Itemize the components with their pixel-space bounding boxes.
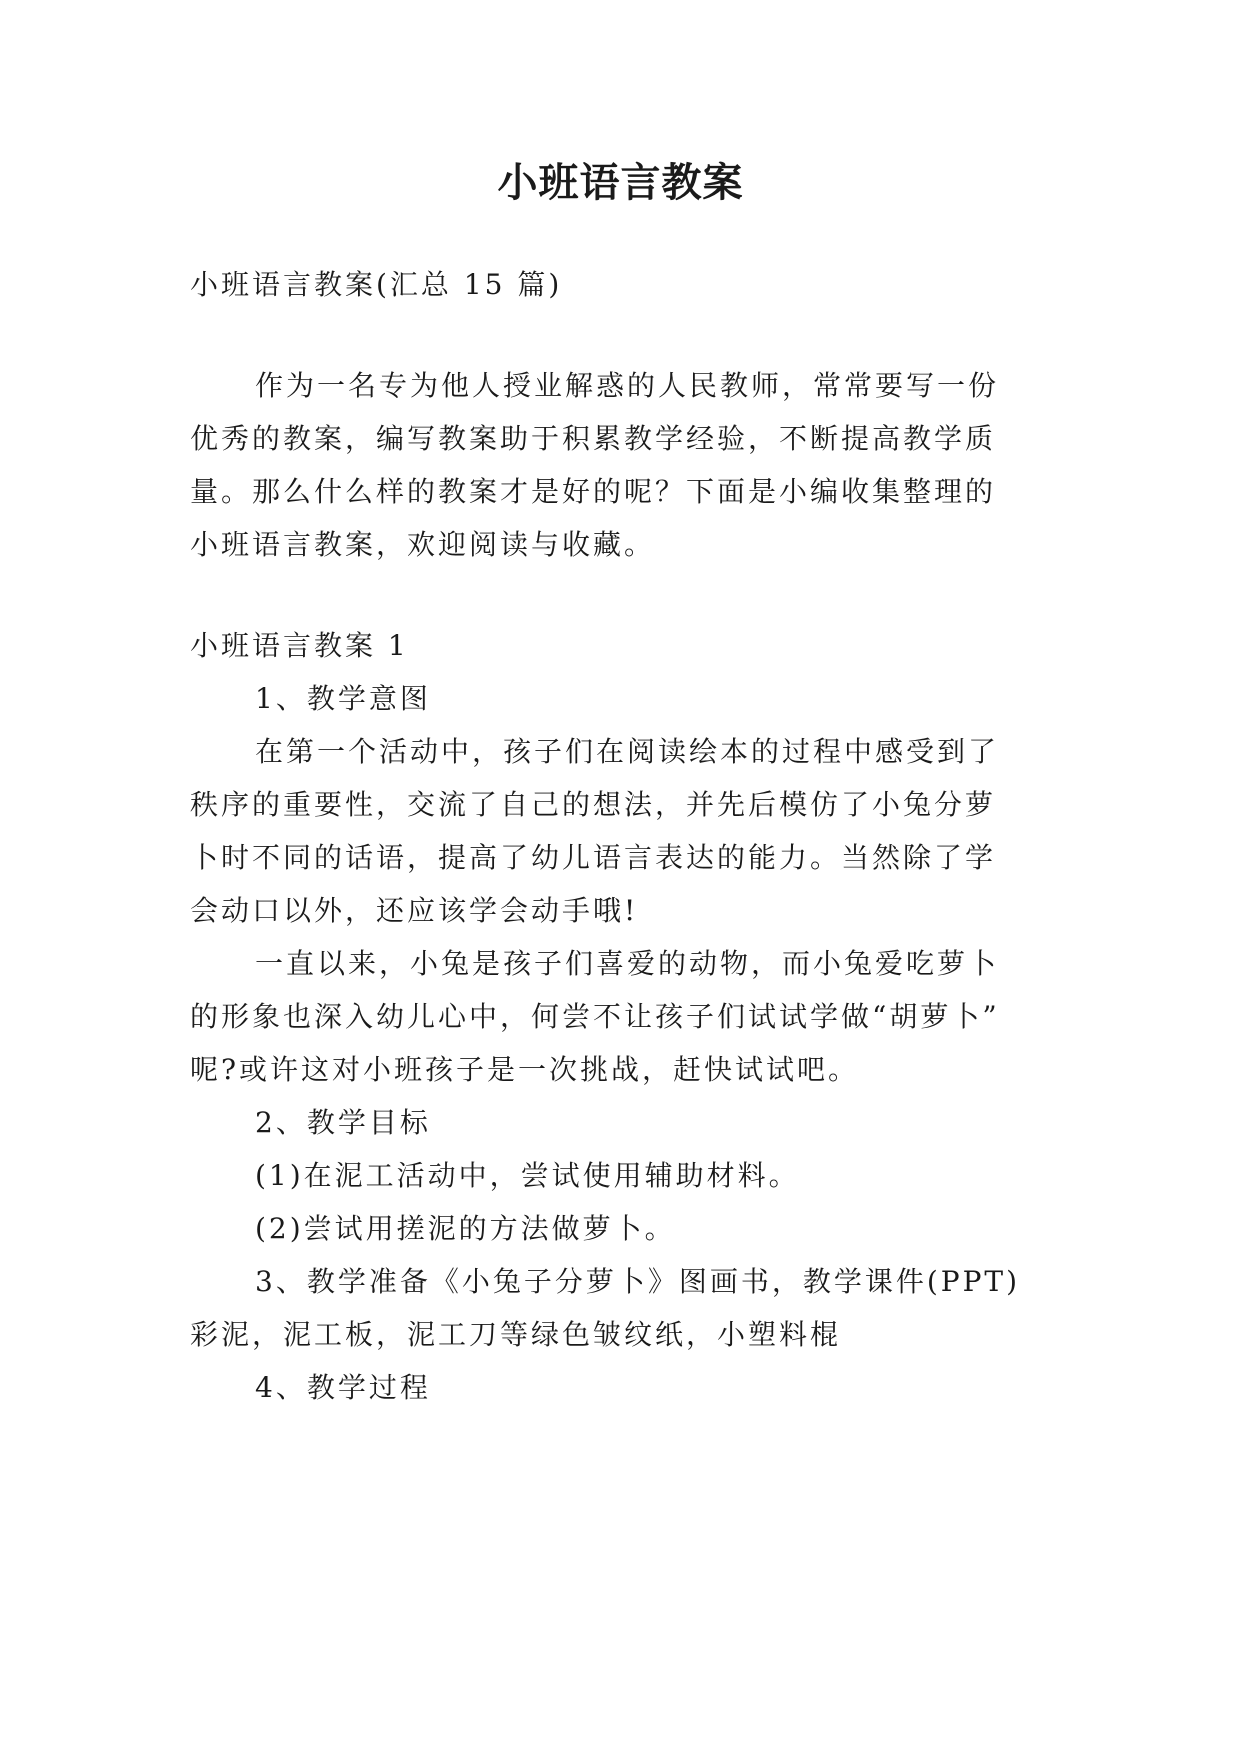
item-heading: 4、教学过程 — [255, 1371, 431, 1404]
paragraph-line: 呢?或许这对小班孩子是一次挑战，赶快试试吧。 — [190, 1053, 860, 1086]
paragraph-line: 秩序的重要性，交流了自己的想法，并先后模仿了小兔分萝 — [190, 788, 997, 821]
paragraph-line: 的形象也深入幼儿心中，何尝不让孩子们试试学做“胡萝卜” — [190, 1000, 1000, 1033]
paragraph-line: 会动口以外，还应该学会动手哦! — [190, 894, 639, 927]
goal-line: (1)在泥工活动中，尝试使用辅助材料。 — [255, 1159, 800, 1192]
intro-line: 作为一名专为他人授业解惑的人民教师，常常要写一份 — [255, 369, 1000, 402]
section-heading: 小班语言教案 1 — [190, 629, 409, 662]
intro-line: 优秀的教案，编写教案助于积累教学经验，不断提高教学质 — [190, 422, 997, 455]
intro-line: 量。那么什么样的教案才是好的呢？下面是小编收集整理的 — [190, 475, 997, 508]
goal-line: (2)尝试用搓泥的方法做萝卜。 — [255, 1212, 676, 1245]
paragraph-line: 3、教学准备《小兔子分萝卜》图画书，教学课件(PPT) — [255, 1265, 1021, 1298]
paragraph-line: 在第一个活动中，孩子们在阅读绘本的过程中感受到了 — [255, 735, 1000, 768]
item-heading: 1、教学意图 — [255, 682, 431, 715]
intro-line: 小班语言教案，欢迎阅读与收藏。 — [190, 528, 656, 561]
item-heading: 2、教学目标 — [255, 1106, 431, 1139]
document-title: 小班语言教案 — [497, 159, 744, 206]
paragraph-line: 彩泥，泥工板，泥工刀等绿色皱纹纸，小塑料棍 — [190, 1318, 842, 1351]
paragraph-line: 卜时不同的话语，提高了幼儿语言表达的能力。当然除了学 — [190, 841, 997, 874]
paragraph-line: 一直以来，小兔是孩子们喜爱的动物，而小兔爱吃萝卜 — [255, 947, 1000, 980]
document-subtitle: 小班语言教案(汇总 15 篇) — [190, 268, 563, 301]
